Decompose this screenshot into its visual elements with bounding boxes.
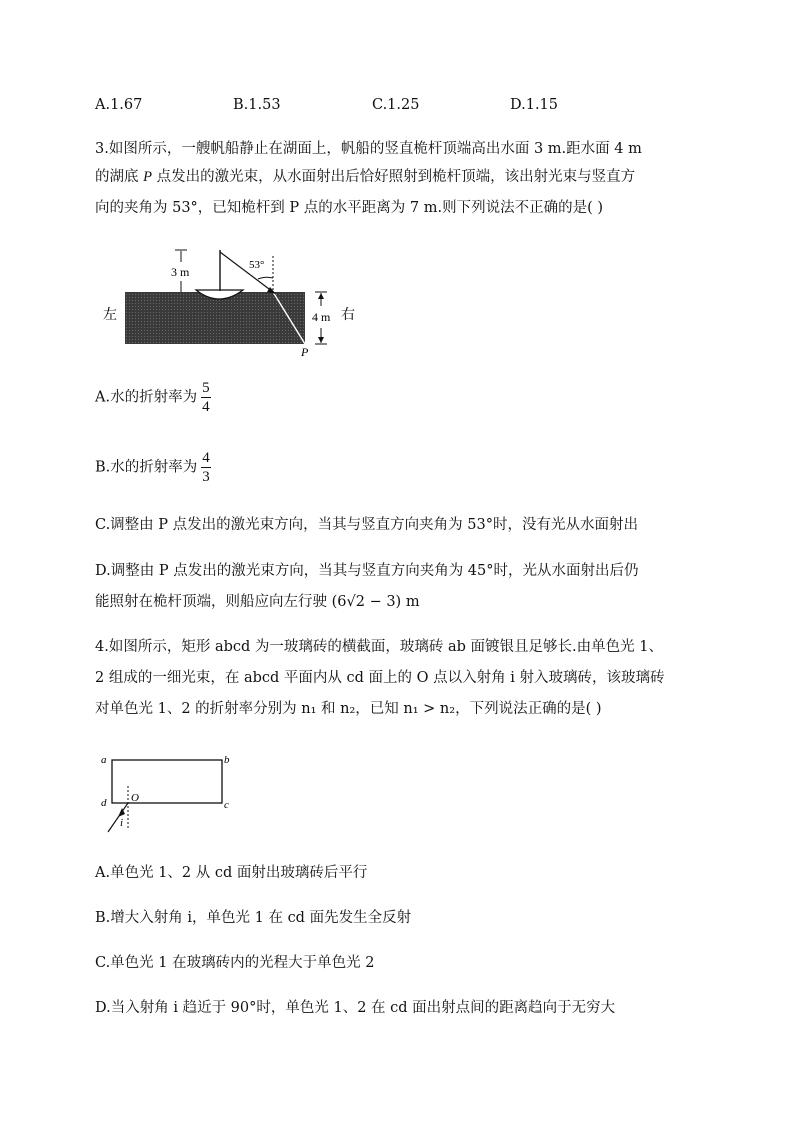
q3-option-c: C.调整由 P 点发出的激光束方向，当其与竖直方向夹角为 53°时，没有光从水面射出 <box>95 517 638 533</box>
q3-stem-text: 点发出的激光束，从水面射出后恰好照射到桅杆顶端，该出射光束与竖直方 <box>151 169 636 185</box>
q4-option-b: B.增大入射角 i，单色光 1 在 cd 面先发生全反射 <box>95 910 412 926</box>
q3-stem-line3: 向的夹角为 53°，已知桅杆到 P 点的水平距离为 7 m.则下列说法不正确的是( ) <box>95 200 604 216</box>
angle-53-label: 53° <box>249 259 265 271</box>
q2-option-a: A.1.67 <box>95 97 143 113</box>
incident-angle-label: i <box>120 817 124 829</box>
q4-option-a: A.单色光 1、2 从 cd 面射出玻璃砖后平行 <box>95 865 368 881</box>
q4-stem-line2: 2 组成的一细光束，在 abcd 平面内从 cd 面上的 O 点以入射角 i 射入玻璃砖，该玻璃砖 <box>95 670 665 686</box>
point-p-label: P <box>143 169 152 185</box>
corner-c-label: c <box>224 799 229 811</box>
glass-brick-rect <box>112 760 222 803</box>
q3-option-d-line2: 能照射在桅杆顶端，则船应向左行驶 (6√2 − 3) m <box>95 594 420 610</box>
light-ray-air <box>220 252 273 292</box>
height-3m-label: 3 m <box>171 265 190 279</box>
q4-option-d: D.当入射角 i 趋近于 90°时，单色光 1、2 在 cd 面出射点间的距离趋向于无穷大 <box>95 1000 616 1016</box>
right-label: 右 <box>341 308 355 323</box>
q4-stem-line3: 对单色光 1、2 的折射率分别为 n₁ 和 n₂，已知 n₁ > n₂，下列说法正确的是( ) <box>95 701 602 717</box>
denominator: 4 <box>202 399 210 415</box>
incident-ray <box>108 803 128 832</box>
depth-4m-label: 4 m <box>312 310 331 324</box>
fraction-4-3 <box>201 450 211 485</box>
q3-option-a <box>95 380 211 415</box>
option-text: B.水的折射率为 <box>95 459 198 476</box>
q4-option-c: C.单色光 1 在玻璃砖内的光程大于单色光 2 <box>95 955 375 971</box>
q3-boat-diagram <box>95 248 370 360</box>
point-o-label: O <box>131 792 139 804</box>
corner-a-label: a <box>101 754 107 766</box>
q2-option-d: D.1.15 <box>510 97 559 113</box>
q3-stem-text: 的湖底 <box>95 169 144 185</box>
point-p-label: P <box>301 345 309 359</box>
q2-option-b: B.1.53 <box>233 97 281 113</box>
option-text: A.水的折射率为 <box>95 389 198 406</box>
fraction-5-4 <box>201 380 211 415</box>
numerator: 5 <box>202 380 210 396</box>
corner-b-label: b <box>224 754 230 766</box>
q3-stem-line1: 3.如图所示，一艘帆船静止在湖面上，帆船的竖直桅杆顶端高出水面 3 m.距水面 4 m <box>95 141 642 157</box>
q4-stem-line1: 4.如图所示，矩形 abcd 为一玻璃砖的横截面，玻璃砖 ab 面镀银且足够长.由单色光 1、 <box>95 639 663 655</box>
denominator: 3 <box>202 469 210 485</box>
left-label: 左 <box>103 308 117 323</box>
q3-option-b <box>95 450 211 485</box>
q4-glass-brick-diagram <box>98 748 248 836</box>
numerator: 4 <box>202 450 210 466</box>
q2-option-c: C.1.25 <box>372 97 420 113</box>
corner-d-label: d <box>101 797 107 809</box>
q3-option-d-line1: D.调整由 P 点发出的激光束方向，当其与竖直方向夹角为 45°时，光从水面射出后仍 <box>95 563 639 579</box>
q3-stem-line2 <box>95 166 635 188</box>
